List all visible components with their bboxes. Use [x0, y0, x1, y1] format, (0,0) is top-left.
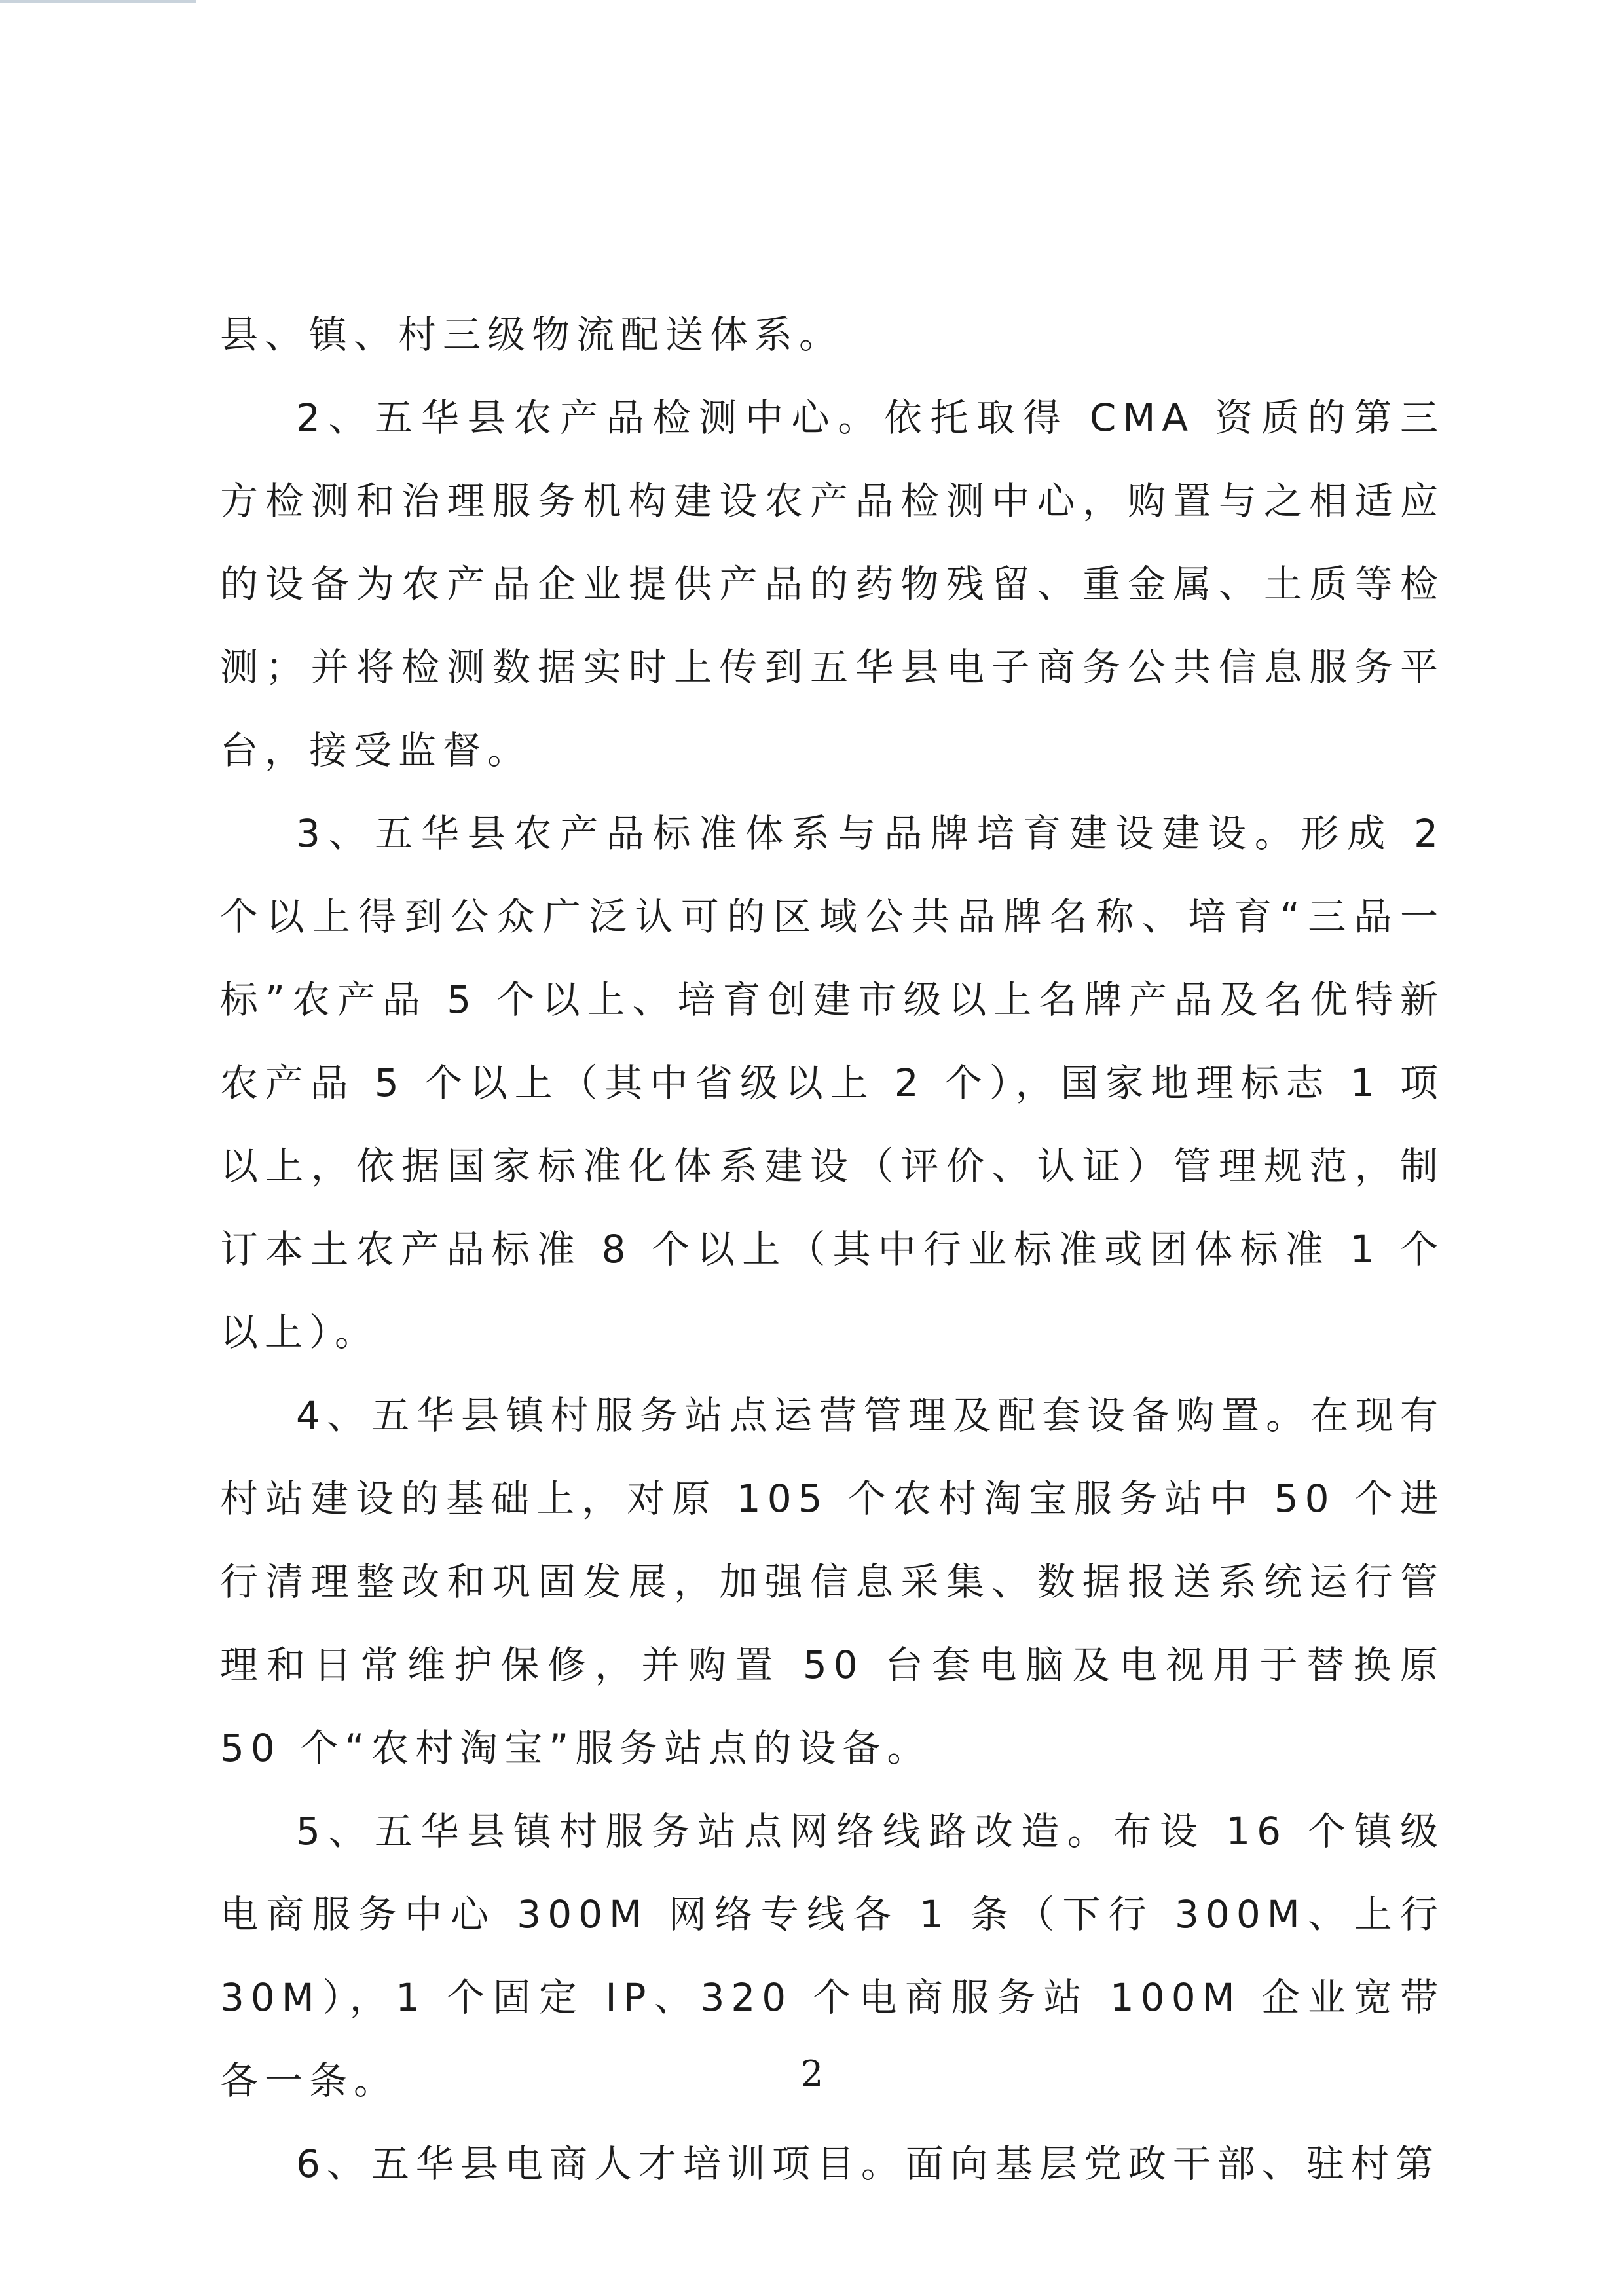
body-text — [220, 293, 1445, 2206]
paragraph-continuation: 县、镇、村三级物流配送体系。 — [220, 312, 844, 357]
paragraph-item-6: 6、五华县电商人才培训项目。面向基层党政干部、驻村第 — [296, 2141, 1440, 2186]
paragraph-item-4: 4、五华县镇村服务站点运营管理及配套设备购置。在现有村站建设的基础上，对原 105 个农村淘宝服务站中 50 个进行清理整改和巩固发展，加强信息采集、数据报送系统运行管理和日常维护保修，并购置 50 台套电脑及电视用于替换原 50 个“农村淘宝”服务站点的设备。 — [220, 1393, 1445, 1770]
paragraph-item-3: 3、五华县农产品标准体系与品牌培育建设建设。形成 2 个以上得到公众广泛认可的区域公共品牌名称、培育“三品一标”农产品 5 个以上、培育创建市级以上名牌产品及名优特新农产品 5 个以上（其中省级以上 2 个），国家地理标志 1 项以上，依据国家标准化体系建设（评价、认证）管理规范，制订本土农产品标准 8 个以上（其中行业标准或团体标准 1 个以上）。 — [220, 811, 1445, 1355]
page-number: 2 — [800, 2053, 824, 2094]
paragraph-item-5: 5、五华县镇村服务站点网络线路改造。布设 16 个镇级电商服务中心 300M 网络专线各 1 条（下行 300M、上行 30M），1 个固定 IP、320 个电商服务站 100M 企业宽带各一条。 — [220, 1809, 1445, 2103]
paragraph-item-2: 2、五华县农产品检测中心。依托取得 CMA 资质的第三方检测和治理服务机构建设农产品检测中心，购置与之相适应的设备为农产品企业提供产品的药物残留、重金属、土质等检测；并将检测数据实时上传到五华县电子商务公共信息服务平台，接受监督。 — [220, 395, 1445, 773]
scan-edge-mark — [0, 0, 196, 3]
